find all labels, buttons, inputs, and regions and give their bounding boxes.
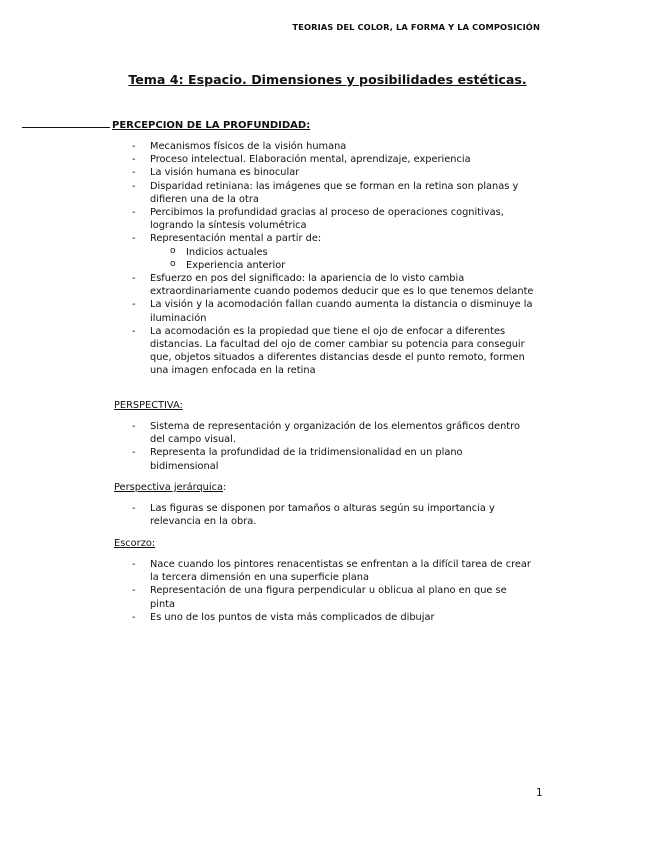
list-escorzo xyxy=(114,558,534,624)
list-jerarquica xyxy=(114,502,534,528)
section-heading-escorzo: Escorzo: xyxy=(114,538,156,549)
heading-colon: : xyxy=(223,482,227,493)
page-number: 1 xyxy=(536,787,543,799)
sublist-item: o Experiencia anterior xyxy=(150,259,534,272)
sublist-item: o Indicios actuales xyxy=(150,246,534,259)
list-perspectiva xyxy=(114,420,534,473)
list-item: - Sistema de representación y organización de los elementos gráficos dentro del campo visual. xyxy=(114,420,534,446)
running-header: TEORIAS DEL COLOR, LA FORMA Y LA COMPOSICIÓN xyxy=(292,22,540,32)
list-item: - Es uno de los puntos de vista más complicados de dibujar xyxy=(114,611,534,624)
list-item-text: Representación mental a partir de: xyxy=(150,233,322,245)
list-item: - Percibimos la profundidad gracias al proceso de operaciones cognitivas, logrando la síntesis volumétrica xyxy=(114,206,534,232)
list-item: - La visión y la acomodación fallan cuando aumenta la distancia o disminuye la iluminación xyxy=(114,298,534,324)
list-item: - Mecanismos físicos de la visión humana xyxy=(114,140,534,153)
list-item: - Disparidad retiniana: las imágenes que se forman en la retina son planas y difieren una de la otra xyxy=(114,180,534,206)
list-profundidad xyxy=(114,140,534,378)
list-item: - Esfuerzo en pos del significado: la apariencia de lo visto cambia extraordinariamente cuando podemos deducir que es lo que tenemos delante xyxy=(114,272,534,298)
section-heading-text: PERCEPCION DE LA PROFUNDIDAD: xyxy=(112,120,311,131)
heading-rule xyxy=(22,127,110,128)
list-item: - Representación de una figura perpendicular u oblicua al plano en que se pinta xyxy=(114,584,534,610)
list-item xyxy=(114,232,534,272)
list-item: - Representa la profundidad de la tridimensionalidad en un plano bidimensional xyxy=(114,446,534,472)
sublist xyxy=(150,246,534,272)
section-heading-profundidad xyxy=(22,120,310,131)
list-item: - Nace cuando los pintores renacentistas se enfrentan a la difícil tarea de crear la tercera dimensión en una superficie plana xyxy=(114,558,534,584)
list-item: - La acomodación es la propiedad que tiene el ojo de enfocar a diferentes distancias. La facultad del ojo de comer cambiar su potencia para conseguir que, objetos situados a diferentes distancias desde el punto remoto, formen una imagen enfocada en la retina xyxy=(114,325,534,378)
document-title: Tema 4: Espacio. Dimensiones y posibilidades estéticas. xyxy=(128,72,527,87)
list-item: - Proceso intelectual. Elaboración mental, aprendizaje, experiencia xyxy=(114,153,534,166)
section-heading-text: Perspectiva jerárquica xyxy=(114,482,224,493)
section-heading-perspectiva: PERSPECTIVA: xyxy=(114,400,183,411)
list-item: - La visión humana es binocular xyxy=(114,166,534,179)
list-item: - Las figuras se disponen por tamaños o alturas según su importancia y relevancia en la obra. xyxy=(114,502,534,528)
section-heading-jerarquica xyxy=(114,482,226,493)
